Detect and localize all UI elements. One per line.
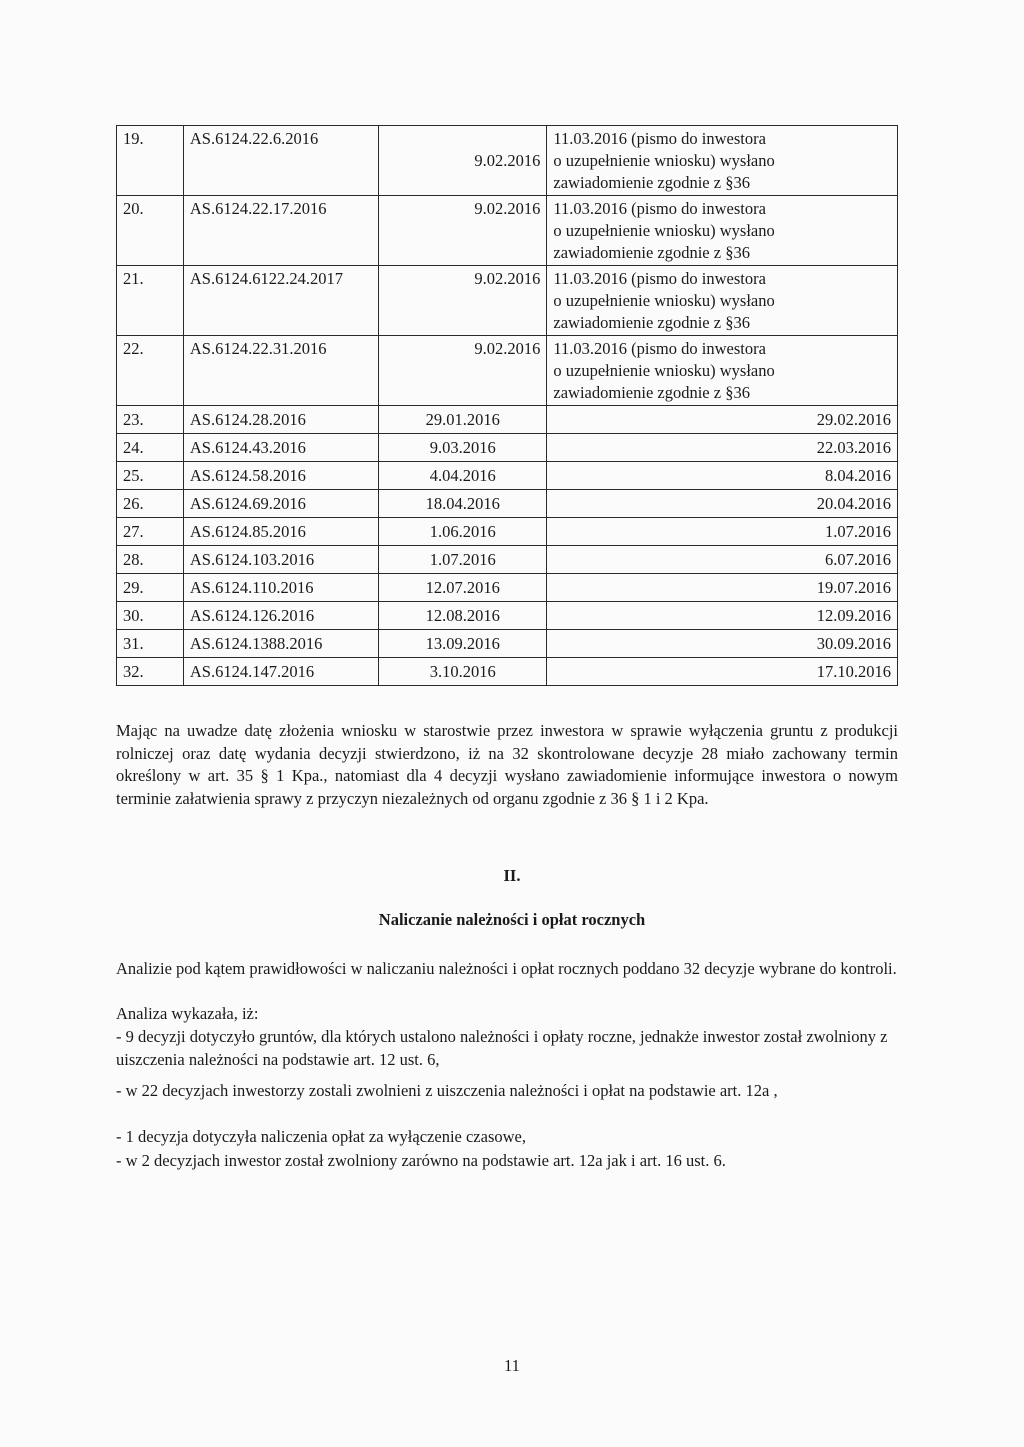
row-number: 22.: [117, 336, 184, 406]
decision-date: 12.09.2016: [547, 602, 898, 630]
page-number: 11: [504, 1356, 520, 1375]
decision-result-line: zawiadomienie zgodnie z §36: [553, 313, 750, 332]
paragraph-deadline-summary: Mając na uwadze datę złożenia wniosku w starostwie przez inwestora w sprawie wyłączenia gruntu z produkcji rolniczej oraz datę wydania decyzji stwierdzono, iż na 32 skontrolowane decyzje 28 miało zachowany termin określony w art. 35 § 1 Kpa., natomiast dla 4 decyzji wysłano zawiadomienie informujące inwestora o nowym terminie załatwienia sprawy z przyczyn niezależnych od organu zgodnie z 36 § 1 i 2 Kpa.: [116, 721, 898, 808]
decision-date: 29.02.2016: [547, 406, 898, 434]
row-number: 19.: [117, 126, 184, 196]
decision-date: 1.07.2016: [547, 518, 898, 546]
finding-3: - 1 decyzja dotyczyła naliczenia opłat za wyłączenie czasowe,: [116, 1127, 526, 1146]
application-date: 3.10.2016: [379, 658, 547, 686]
table-row: [117, 406, 898, 434]
decision-date: 17.10.2016: [547, 658, 898, 686]
decision-result-line: zawiadomienie zgodnie z §36: [553, 243, 750, 262]
decision-date: 19.07.2016: [547, 574, 898, 602]
section-number: II.: [503, 866, 521, 885]
decision-result-line: 11.03.2016 (pismo do inwestora: [553, 339, 766, 358]
case-reference: AS.6124.6122.24.2017: [183, 266, 378, 336]
table-row: [117, 462, 898, 490]
row-number: 28.: [117, 546, 184, 574]
decisions-table-body: [117, 126, 898, 686]
application-date: 18.04.2016: [379, 490, 547, 518]
application-date: 29.01.2016: [379, 406, 547, 434]
row-number: 31.: [117, 630, 184, 658]
application-date: 9.02.2016: [379, 266, 547, 336]
decision-result-line: 11.03.2016 (pismo do inwestora: [553, 269, 766, 288]
table-row: [117, 518, 898, 546]
case-reference: AS.6124.58.2016: [183, 462, 378, 490]
table-row: [117, 196, 898, 266]
case-reference: AS.6124.110.2016: [183, 574, 378, 602]
decision-result-line: o uzupełnienie wniosku) wysłano: [553, 221, 775, 240]
row-number: 23.: [117, 406, 184, 434]
application-date: 9.02.2016: [379, 196, 547, 266]
row-number: 27.: [117, 518, 184, 546]
decision-date: 6.07.2016: [547, 546, 898, 574]
application-date: 12.07.2016: [379, 574, 547, 602]
application-date: 4.04.2016: [379, 462, 547, 490]
application-date: 1.07.2016: [379, 546, 547, 574]
application-date: 13.09.2016: [379, 630, 547, 658]
decision-date: 30.09.2016: [547, 630, 898, 658]
decision-result-line: zawiadomienie zgodnie z §36: [553, 383, 750, 402]
application-date: 9.02.2016: [379, 336, 547, 406]
row-number: 25.: [117, 462, 184, 490]
decision-result-line: 11.03.2016 (pismo do inwestora: [553, 129, 766, 148]
table-row: [117, 658, 898, 686]
case-reference: AS.6124.126.2016: [183, 602, 378, 630]
paragraph-analysis-scope: Analizie pod kątem prawidłowości w naliczaniu należności i opłat rocznych poddano 32 decyzje wybrane do kontroli.: [116, 959, 897, 978]
table-row: [117, 490, 898, 518]
analysis-intro: Analiza wykazała, iż:: [116, 1004, 259, 1023]
application-date: 12.08.2016: [379, 602, 547, 630]
decision-result-line: o uzupełnienie wniosku) wysłano: [553, 151, 775, 170]
row-number: 29.: [117, 574, 184, 602]
case-reference: AS.6124.22.17.2016: [183, 196, 378, 266]
finding-2: - w 22 decyzjach inwestorzy zostali zwolnieni z uiszczenia należności i opłat na podstawie art. 12a ,: [116, 1081, 778, 1100]
case-reference: AS.6124.1388.2016: [183, 630, 378, 658]
application-date: 9.02.2016: [379, 126, 547, 196]
decision-result: [547, 126, 898, 196]
decision-result-line: o uzupełnienie wniosku) wysłano: [553, 291, 775, 310]
table-row: [117, 126, 898, 196]
decision-result-line: zawiadomienie zgodnie z §36: [553, 173, 750, 192]
table-row: [117, 434, 898, 462]
case-reference: AS.6124.28.2016: [183, 406, 378, 434]
case-reference: AS.6124.22.31.2016: [183, 336, 378, 406]
decision-date: 8.04.2016: [547, 462, 898, 490]
row-number: 20.: [117, 196, 184, 266]
case-reference: AS.6124.22.6.2016: [183, 126, 378, 196]
table-row: [117, 630, 898, 658]
decision-result: [547, 196, 898, 266]
decision-result: [547, 266, 898, 336]
table-row: [117, 546, 898, 574]
application-date: 9.03.2016: [379, 434, 547, 462]
table-row: [117, 336, 898, 406]
decision-date: 22.03.2016: [547, 434, 898, 462]
finding-4: - w 2 decyzjach inwestor został zwolniony zarówno na podstawie art. 12a jak i art. 16 ust. 6.: [116, 1151, 726, 1170]
row-number: 32.: [117, 658, 184, 686]
decision-result-line: o uzupełnienie wniosku) wysłano: [553, 361, 775, 380]
row-number: 21.: [117, 266, 184, 336]
row-number: 24.: [117, 434, 184, 462]
row-number: 26.: [117, 490, 184, 518]
case-reference: AS.6124.147.2016: [183, 658, 378, 686]
case-reference: AS.6124.43.2016: [183, 434, 378, 462]
table-row: [117, 574, 898, 602]
case-reference: AS.6124.103.2016: [183, 546, 378, 574]
case-reference: AS.6124.85.2016: [183, 518, 378, 546]
decision-result-line: 11.03.2016 (pismo do inwestora: [553, 199, 766, 218]
decision-result: [547, 336, 898, 406]
table-row: [117, 266, 898, 336]
table-row: [117, 602, 898, 630]
decision-date: 20.04.2016: [547, 490, 898, 518]
row-number: 30.: [117, 602, 184, 630]
case-reference: AS.6124.69.2016: [183, 490, 378, 518]
application-date: 1.06.2016: [379, 518, 547, 546]
finding-1: - 9 decyzji dotyczyło gruntów, dla których ustalono należności i opłaty roczne, jednakże inwestor został zwolniony z uiszczenia należności na podstawie art. 12 ust. 6,: [116, 1027, 888, 1069]
decisions-table: [116, 125, 898, 686]
section-title: Naliczanie należności i opłat rocznych: [378, 910, 646, 929]
